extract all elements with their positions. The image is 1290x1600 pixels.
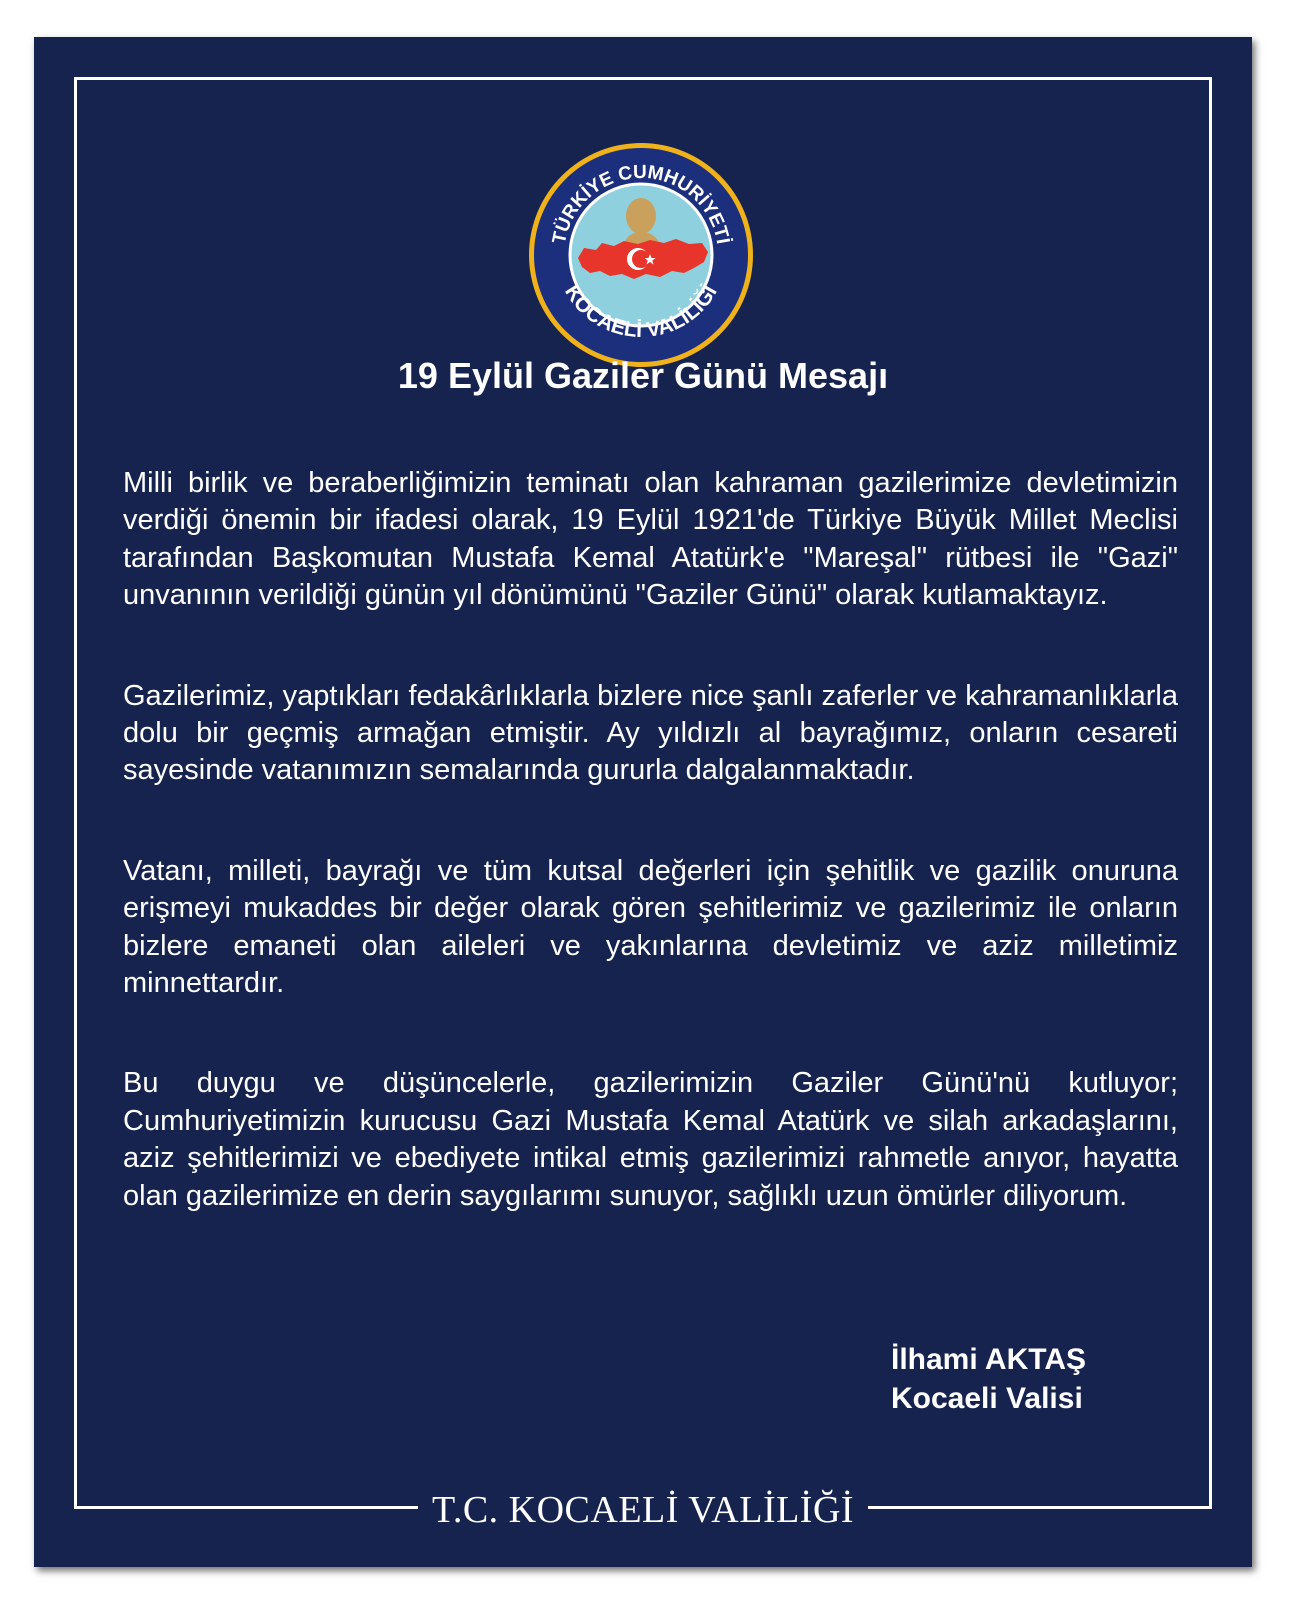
paragraph-1: Milli birlik ve beraberliğimizin teminatı olan kahraman gazilerimize devletimizin verdiği önemin bir ifadesi olarak, 19 Eylül 1921'de Türkiye Büyük Millet Meclisi tarafından Başkomutan Mustafa Kemal Atatürk'e "Mareşal" rütbesi ile "Gazi" unvanının verildiği günün yıl dönümünü "Gaziler Günü" olarak kutlamaktayız. bbox=[123, 467, 1178, 612]
signature-role: Kocaeli Valisi bbox=[891, 1382, 1083, 1415]
footer bbox=[34, 1488, 1252, 1532]
kocaeli-valiligi-seal bbox=[526, 140, 756, 370]
seal-top-text: TÜRKİYE CUMHURİYETİ bbox=[548, 161, 734, 246]
signature-block bbox=[891, 1340, 1086, 1418]
paragraph-4: Bu duygu ve düşüncelerle, gazilerimizin Gaziler Günü'nü kutluyor; Cumhuriyetimizin kurucusu Gazi Mustafa Kemal Atatürk ve silah arkadaşlarını, aziz şehitlerimizi ve ebediyete intikal etmiş gazilerimizi rahmetle anıyor, hayatta olan gazilerimize en derin saygılarımı sunuyor, sağlıklı uzun ömürler diliyorum. bbox=[123, 1067, 1178, 1212]
signature-name: İlhami AKTAŞ bbox=[891, 1343, 1087, 1376]
footer-label: T.C. KOCAELİ VALİLİĞİ bbox=[418, 1488, 868, 1532]
seal-bottom-text: KOCAELİ VALİLİĞİ bbox=[560, 281, 722, 342]
message-card bbox=[34, 37, 1252, 1567]
page-title: 19 Eylül Gaziler Günü Mesajı bbox=[397, 355, 889, 396]
paragraph-2: Gazilerimiz, yaptıkları fedakârlıklarla bizlere nice şanlı zaferler ve kahramanlıklarla dolu bir geçmiş armağan etmiştir. Ay yıldızlı al bayrağımız, onların cesareti sayesinde vatanımızın semalarında gururla dalgalanmaktadır. bbox=[123, 679, 1178, 787]
paragraph-3: Vatanı, milleti, bayrağı ve tüm kutsal değerleri için şehitlik ve gazilik onuruna erişmeyi mukaddes bir değer olarak gören şehitlerimiz ve gazilerimiz ile onların bizlere emaneti olan aileleri ve yakınlarına devletimiz ve aziz milletimiz minnettardır. bbox=[123, 854, 1178, 1000]
message-body bbox=[123, 465, 1178, 1278]
